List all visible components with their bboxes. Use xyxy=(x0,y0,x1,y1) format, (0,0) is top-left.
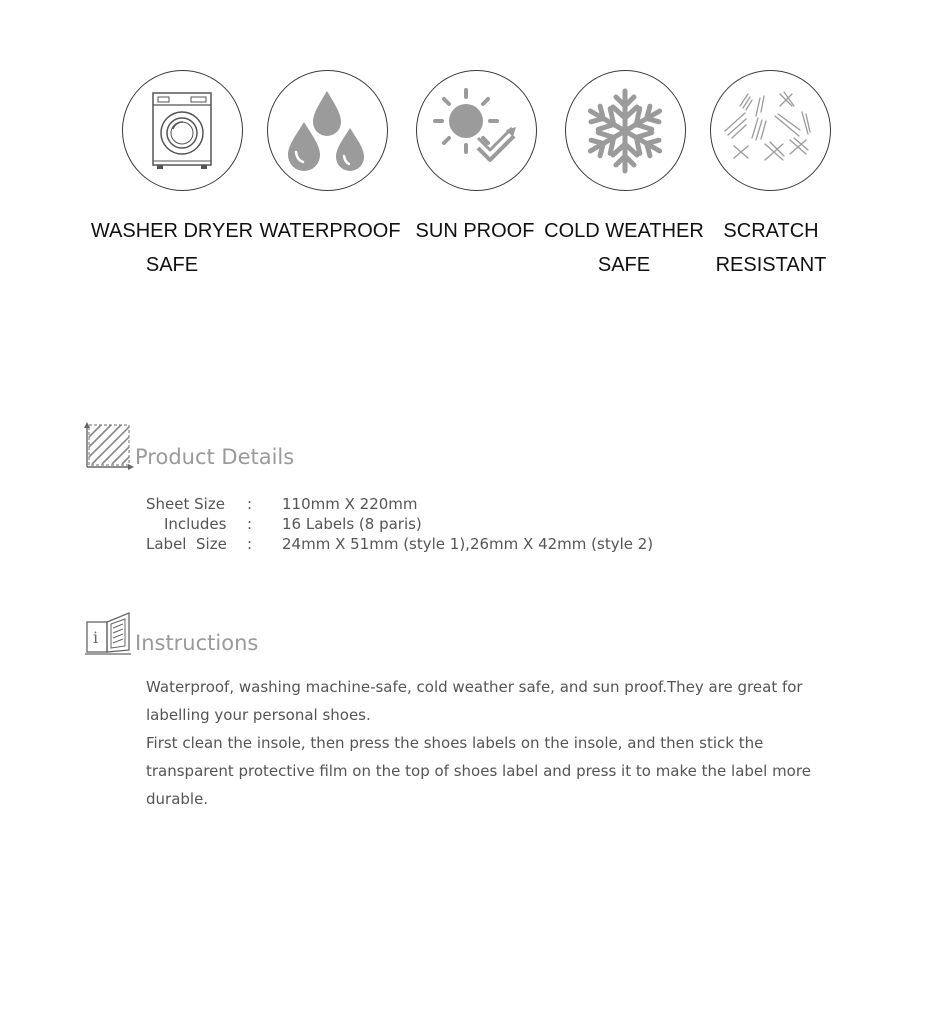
instructions-title: Instructions xyxy=(135,631,259,655)
feature-circle xyxy=(267,70,388,191)
detail-value: 110mm X 220mm xyxy=(282,495,418,513)
feature-label-line: SCRATCH xyxy=(723,220,819,242)
detail-key: Label Size xyxy=(146,535,227,553)
instructions-paragraph: First clean the insole, then press the shoes labels on the insole, and then stick the transparent protective film on the top of shoes label and press it to make the label more durable. xyxy=(146,734,811,808)
instructions-paragraph: Waterproof, washing machine-safe, cold weather safe, and sun proof.They are great for labelling your personal shoes. xyxy=(146,678,803,724)
product-details-title: Product Details xyxy=(135,445,295,469)
feature-label-line: RESISTANT xyxy=(715,254,827,276)
feature-label-scratch xyxy=(706,214,836,282)
feature-cold-weather xyxy=(550,70,700,191)
info-book-icon xyxy=(85,610,135,658)
feature-label-washer-dryer xyxy=(82,214,262,282)
feature-label-line: WASHER DRYER xyxy=(90,220,254,242)
water-drops-icon xyxy=(282,86,372,176)
feature-label-line: WATERPROOF xyxy=(259,220,401,242)
detail-separator: : xyxy=(247,495,253,513)
washing-machine-icon xyxy=(151,91,213,171)
feature-scratch xyxy=(695,70,845,191)
feature-label-sun-proof xyxy=(405,214,545,248)
detail-key: Includes xyxy=(164,515,227,533)
detail-key: Sheet Size xyxy=(146,495,225,513)
sun-icon xyxy=(426,86,526,176)
detail-value: 24mm X 51mm (style 1),26mm X 42mm (style 2) xyxy=(282,535,654,553)
detail-separator: : xyxy=(247,535,253,553)
feature-label-line: SAFE xyxy=(145,254,199,276)
feature-label-line: SUN PROOF xyxy=(415,220,535,242)
feature-washer-dryer xyxy=(107,70,257,191)
feature-sun-proof xyxy=(401,70,551,191)
feature-waterproof xyxy=(252,70,402,191)
feature-circle xyxy=(122,70,243,191)
snowflake-icon xyxy=(580,86,670,176)
feature-circle xyxy=(565,70,686,191)
feature-circle xyxy=(416,70,537,191)
feature-label-line: COLD WEATHER xyxy=(544,220,704,242)
feature-label-waterproof xyxy=(255,214,405,248)
detail-separator: : xyxy=(247,515,253,533)
scratch-icon xyxy=(720,86,820,176)
feature-label-cold-weather xyxy=(539,214,709,282)
svg-text:i: i xyxy=(93,628,99,647)
dimensions-icon xyxy=(84,422,134,470)
detail-value: 16 Labels (8 paris) xyxy=(282,515,422,533)
feature-circle xyxy=(710,70,831,191)
feature-label-line: SAFE xyxy=(597,254,651,276)
instructions-body xyxy=(146,673,846,813)
